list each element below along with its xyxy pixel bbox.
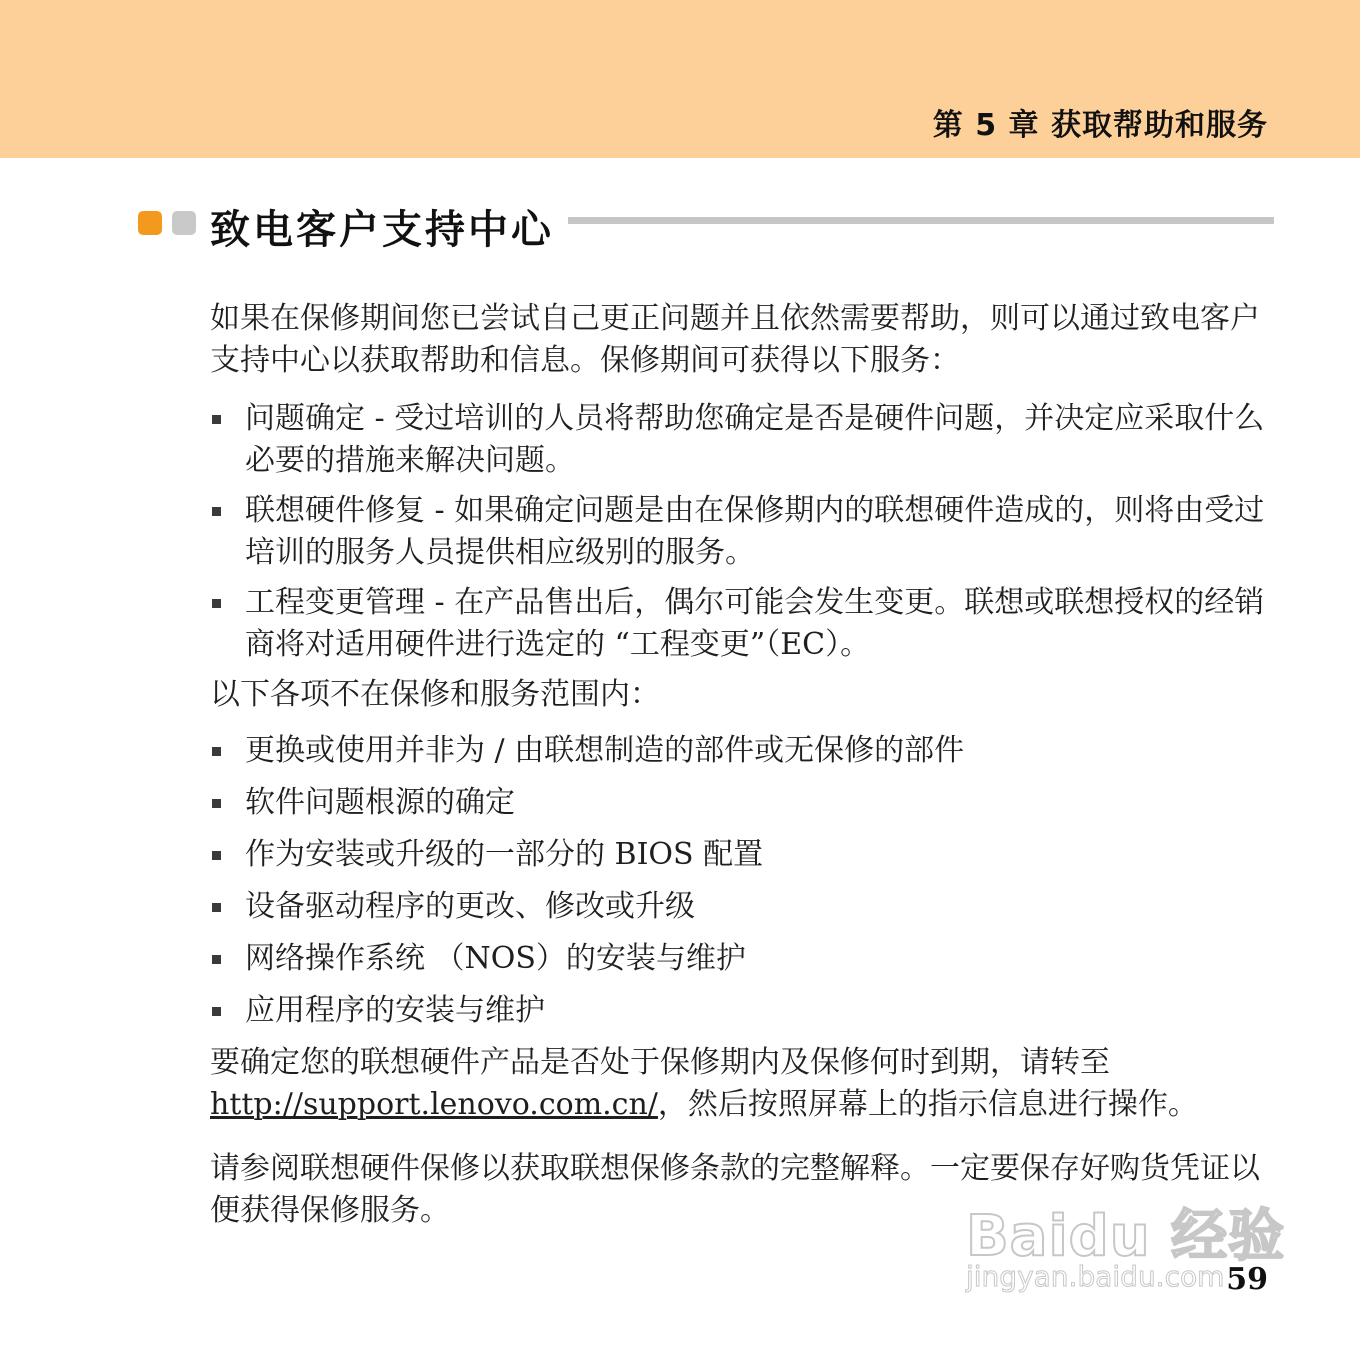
list-item-text: 作为安装或升级的一部分的 BIOS 配置 xyxy=(245,837,764,872)
list-item xyxy=(210,730,1272,772)
list-item-text: 软件问题根源的确定 xyxy=(245,785,515,820)
list-item-text: 问题确定 - 受过培训的人员将帮助您确定是否是硬件问题，并决定应采取什么必要的措施来解决问题。 xyxy=(245,401,1265,478)
bullet-square-icon xyxy=(212,599,221,608)
bullet-square-icon xyxy=(212,799,221,808)
list-item-text: 联想硬件修复 - 如果确定问题是由在保修期内的联想硬件造成的，则将由受过培训的服务人员提供相应级别的服务。 xyxy=(245,493,1265,570)
warranty-check-paragraph xyxy=(210,1042,1272,1126)
list-item xyxy=(210,782,1272,824)
page-content xyxy=(210,298,1272,1232)
list-item xyxy=(210,886,1272,928)
watermark-sub-text: jingyan.baidu.com xyxy=(966,1260,1225,1293)
list-item xyxy=(210,834,1272,876)
list-item-text: 更换或使用并非为 / 由联想制造的部件或无保修的部件 xyxy=(245,733,965,768)
orange-square-icon xyxy=(138,211,162,235)
list-item xyxy=(210,398,1272,482)
bullet-square-icon xyxy=(212,1007,221,1016)
bullet-square-icon xyxy=(212,415,221,424)
warranty-check-suffix: ，然后按照屏幕上的指示信息进行操作。 xyxy=(657,1087,1198,1122)
list-item xyxy=(210,490,1272,574)
list-item-text: 工程变更管理 - 在产品售出后，偶尔可能会发生变更。联想或联想授权的经销商将对适用硬件进行选定的 “工程变更”（EC）。 xyxy=(245,585,1265,662)
list-item-text: 网络操作系统 （NOS）的安装与维护 xyxy=(245,941,746,976)
page-number: 59 xyxy=(1226,1262,1268,1297)
intro-paragraph: 如果在保修期间您已尝试自己更正问题并且依然需要帮助，则可以通过致电客户支持中心以获取帮助和信息。保修期间可获得以下服务： xyxy=(210,301,1260,378)
support-link[interactable]: http://support.lenovo.com.cn/ xyxy=(210,1087,658,1122)
chapter-title: 第 5 章 获取帮助和服务 xyxy=(932,108,1268,143)
list-item xyxy=(210,938,1272,980)
section-heading xyxy=(138,196,1274,256)
bullet-square-icon xyxy=(212,851,221,860)
list-item-text: 设备驱动程序的更改、修改或升级 xyxy=(245,889,695,924)
warranty-check-text: 要确定您的联想硬件产品是否处于保修期内及保修何时到期，请转至 xyxy=(210,1045,1110,1080)
heading-rule xyxy=(568,217,1274,224)
chapter-header-band xyxy=(0,0,1360,158)
bullet-square-icon xyxy=(212,955,221,964)
bullet-square-icon xyxy=(212,507,221,516)
exclusion-list xyxy=(210,730,1272,1032)
closing-paragraph: 请参阅联想硬件保修以获取联想保修条款的完整解释。一定要保存好购货凭证以便获得保修服务。 xyxy=(210,1151,1260,1228)
service-list xyxy=(210,398,1272,666)
bullet-square-icon xyxy=(212,903,221,912)
list-item xyxy=(210,582,1272,666)
bullet-square-icon xyxy=(212,747,221,756)
baidu-watermark xyxy=(966,1180,1286,1310)
list-item-text: 应用程序的安装与维护 xyxy=(245,993,545,1028)
watermark-main-text: Baidu 经验 xyxy=(966,1204,1286,1269)
list-item xyxy=(210,990,1272,1032)
section-title: 致电客户支持中心 xyxy=(210,207,554,253)
gray-square-icon xyxy=(172,211,196,235)
exclusions-intro: 以下各项不在保修和服务范围内： xyxy=(210,677,660,712)
